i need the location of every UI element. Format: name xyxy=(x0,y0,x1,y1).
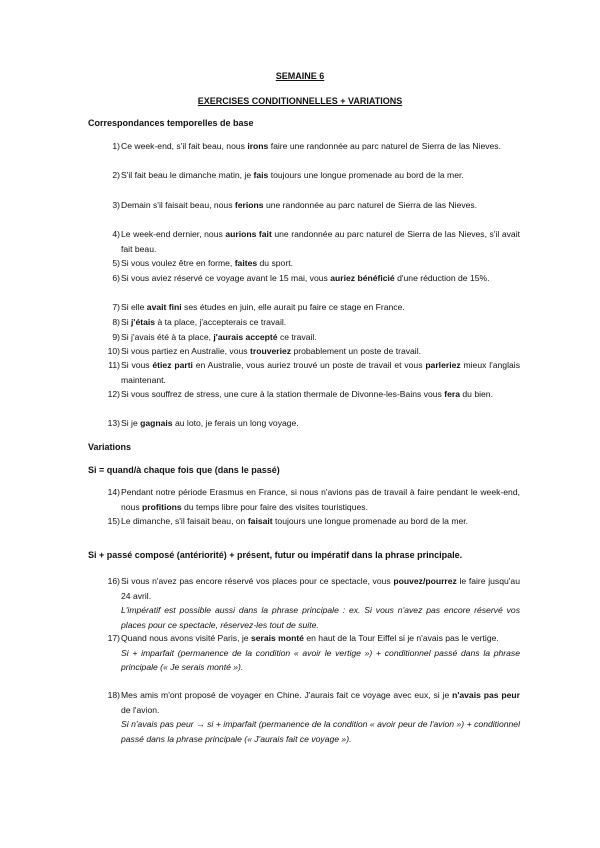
item-text-part: du sport. xyxy=(257,258,293,268)
item-text-part: le faire jusqu'au 24 avril. xyxy=(121,576,520,601)
item-number: 5) xyxy=(112,258,120,268)
item-text xyxy=(121,688,520,746)
item-text-part: Si vous voulez être en forme, xyxy=(121,258,235,268)
list-item xyxy=(100,514,520,529)
section-heading: Si = quand/à chaque fois que (dans le passé) xyxy=(88,465,280,475)
list-item xyxy=(100,688,520,746)
item-number: 6) xyxy=(112,273,120,283)
document-title: SEMAINE 6 xyxy=(275,71,325,81)
item-answer: aurions fait xyxy=(225,229,272,239)
item-text xyxy=(121,358,520,387)
item-number: 9) xyxy=(112,332,120,342)
item-text-part: une randonnée au parc naturel de Sierra de las Nieves, s'il avait fait beau. xyxy=(121,229,520,254)
item-text-part: au loto, je ferais un long voyage. xyxy=(172,418,299,428)
item-number: 12) xyxy=(107,389,120,399)
item-answer: profitions xyxy=(142,501,182,512)
item-answer: j'aurais accepté xyxy=(213,332,278,342)
item-text-part: Si je xyxy=(121,418,141,428)
list-item xyxy=(100,344,520,359)
item-text xyxy=(121,485,520,514)
section-heading: Correspondances temporelles de base xyxy=(88,118,254,128)
item-text-part: Quand nous avons visité Paris, je xyxy=(121,633,251,643)
item-answer: fera xyxy=(444,389,460,399)
item-answer: faites xyxy=(234,258,258,268)
item-text-part: probablement un poste de travail. xyxy=(291,346,422,356)
item-answer: j'étais xyxy=(131,317,156,327)
item-number: 13) xyxy=(107,418,120,428)
item-text-part: du bien. xyxy=(460,389,493,399)
list-item xyxy=(100,330,520,345)
item-text-part: Pendant notre période Erasmus en France, si nous n'avions pas de travail à faire pendant le week-end, nous xyxy=(121,487,520,512)
item-answer: ferions xyxy=(234,200,264,210)
list-item xyxy=(100,256,520,271)
document-subtitle: EXERCISES CONDITIONNELLES + VARIATIONS xyxy=(197,96,403,106)
item-answer: faisait xyxy=(247,516,273,526)
item-text xyxy=(121,271,520,286)
list-item xyxy=(100,300,520,315)
item-text xyxy=(121,227,520,256)
item-text-part: d'une réduction de 15%. xyxy=(394,273,490,283)
item-text xyxy=(121,416,520,431)
item-text-part: en Australie, vous auriez trouvé un poste de travail et vous xyxy=(192,360,426,370)
item-text xyxy=(121,330,520,345)
list-item xyxy=(100,139,520,154)
item-number: 18) xyxy=(107,690,120,700)
item-answer: étiez parti xyxy=(152,360,193,370)
list-item xyxy=(100,358,520,387)
list-item xyxy=(100,631,520,675)
item-text-part: une randonnée au parc naturel de Sierra de las Nieves. xyxy=(263,200,478,210)
item-text-part: de l'avion. xyxy=(121,704,160,715)
item-number: 17) xyxy=(107,633,120,643)
list-item xyxy=(100,271,520,286)
item-answer: auriez bénéficié xyxy=(330,273,395,283)
item-text xyxy=(121,300,520,315)
item-text-part: Demain s'il faisait beau, nous xyxy=(121,200,235,210)
item-answer: trouveriez xyxy=(249,346,292,356)
item-number: 15) xyxy=(107,516,120,526)
item-number: 2) xyxy=(112,170,120,180)
item-text xyxy=(121,168,520,183)
list-item xyxy=(100,315,520,330)
item-number: 1) xyxy=(112,141,120,151)
item-text-part: Si j'avais été à ta place, xyxy=(121,332,214,342)
item-text-part: Mes amis m'ont proposé de voyager en Chine. J'aurais fait ce voyage avec eux, si je xyxy=(121,690,453,700)
item-text xyxy=(121,139,520,154)
item-answer: parleriez xyxy=(425,360,461,370)
item-number: 16) xyxy=(107,576,120,586)
item-text-part: Le week-end dernier, nous xyxy=(121,229,226,239)
item-text-part: ses études en juin, elle aurait pu faire ce stage en France. xyxy=(181,302,405,312)
item-answer: serais monté xyxy=(250,633,304,643)
item-text-part: toujours une longue promenade au bord de la mer. xyxy=(272,516,469,526)
list-item xyxy=(100,198,520,213)
item-number: 4) xyxy=(112,229,120,239)
item-text-part: toujours une longue promenade au bord de la mer. xyxy=(268,170,464,180)
item-text xyxy=(121,344,520,359)
item-text-part: Si vous aviez réservé ce voyage avant le 15 mai, vous xyxy=(121,273,331,283)
item-text xyxy=(121,315,520,330)
list-item xyxy=(100,168,520,183)
item-note: Si + imparfait (permanence de la condition « avoir le vertige ») + conditionnel passé dans la phrase principale (« Je serais monté »). xyxy=(121,647,520,672)
item-answer: gagnais xyxy=(140,418,173,428)
item-text xyxy=(121,514,520,529)
item-text-part: Si vous xyxy=(121,360,153,370)
section-heading: Si + passé composé (antériorité) + présent, futur ou impératif dans la phrase principale. xyxy=(88,550,463,560)
item-text xyxy=(121,387,520,402)
item-answer: avait fini xyxy=(146,302,182,312)
item-text-part: Ce week-end, s'il fait beau, nous xyxy=(121,141,248,151)
list-item xyxy=(100,485,520,514)
item-number: 10) xyxy=(107,346,120,356)
item-answer: n'avais pas peur xyxy=(452,690,520,700)
section-heading: Variations xyxy=(88,442,132,452)
item-answer: irons xyxy=(247,141,269,151)
item-answer: fais xyxy=(253,170,269,180)
item-text-part: en haut de la Tour Eiffel si je n'avais pas le vertige. xyxy=(303,633,499,643)
list-item xyxy=(100,227,520,256)
item-text xyxy=(121,198,520,213)
item-number: 7) xyxy=(112,302,120,312)
item-text-part: mieux l'anglais maintenant. xyxy=(121,360,520,385)
item-number: 8) xyxy=(112,317,120,327)
item-text-part: S'il fait beau le dimanche matin, je xyxy=(121,170,254,180)
item-number: 11) xyxy=(108,360,120,370)
list-item xyxy=(100,416,520,431)
list-item xyxy=(100,574,520,632)
item-text-part: Si elle xyxy=(121,302,147,312)
item-note: L'impératif est possible aussi dans la phrase principale : ex. Si vous n'avez pas encore réservé vos places pour ce spectacle, réservez-les tout de suite. xyxy=(121,605,520,630)
item-answer: pouvez/pourrez xyxy=(393,576,457,586)
item-text-part: Si vous n'avez pas encore réservé vos places pour ce spectacle, vous xyxy=(121,576,394,586)
item-text xyxy=(121,631,520,675)
item-text-part: ce travail. xyxy=(277,332,317,342)
item-number: 14) xyxy=(107,487,120,497)
item-text-part: du temps libre pour faire des visites touristiques. xyxy=(181,501,368,512)
item-text xyxy=(121,256,520,271)
item-text-part: Le dimanche, s'il faisait beau, on xyxy=(121,516,248,526)
item-text-part: à ta place, j'accepterais ce travail. xyxy=(155,317,287,327)
list-item xyxy=(100,387,520,402)
item-number: 3) xyxy=(112,200,120,210)
item-text xyxy=(121,574,520,632)
item-text-part: Si xyxy=(121,317,132,327)
item-text-part: Si vous souffrez de stress, une cure à la station thermale de Divonne-les-Bains vous xyxy=(121,389,445,399)
item-note: Si n'avais pas peur → si + imparfait (permanence de la condition « avoir peur de l'avion ») + conditionnel passé dans la phrase principale (« J'aurais fait ce voyage »). xyxy=(121,719,520,744)
item-text-part: Si vous partiez en Australie, vous xyxy=(121,346,250,356)
item-text-part: faire une randonnée au parc naturel de Sierra de las Nieves. xyxy=(268,141,501,151)
